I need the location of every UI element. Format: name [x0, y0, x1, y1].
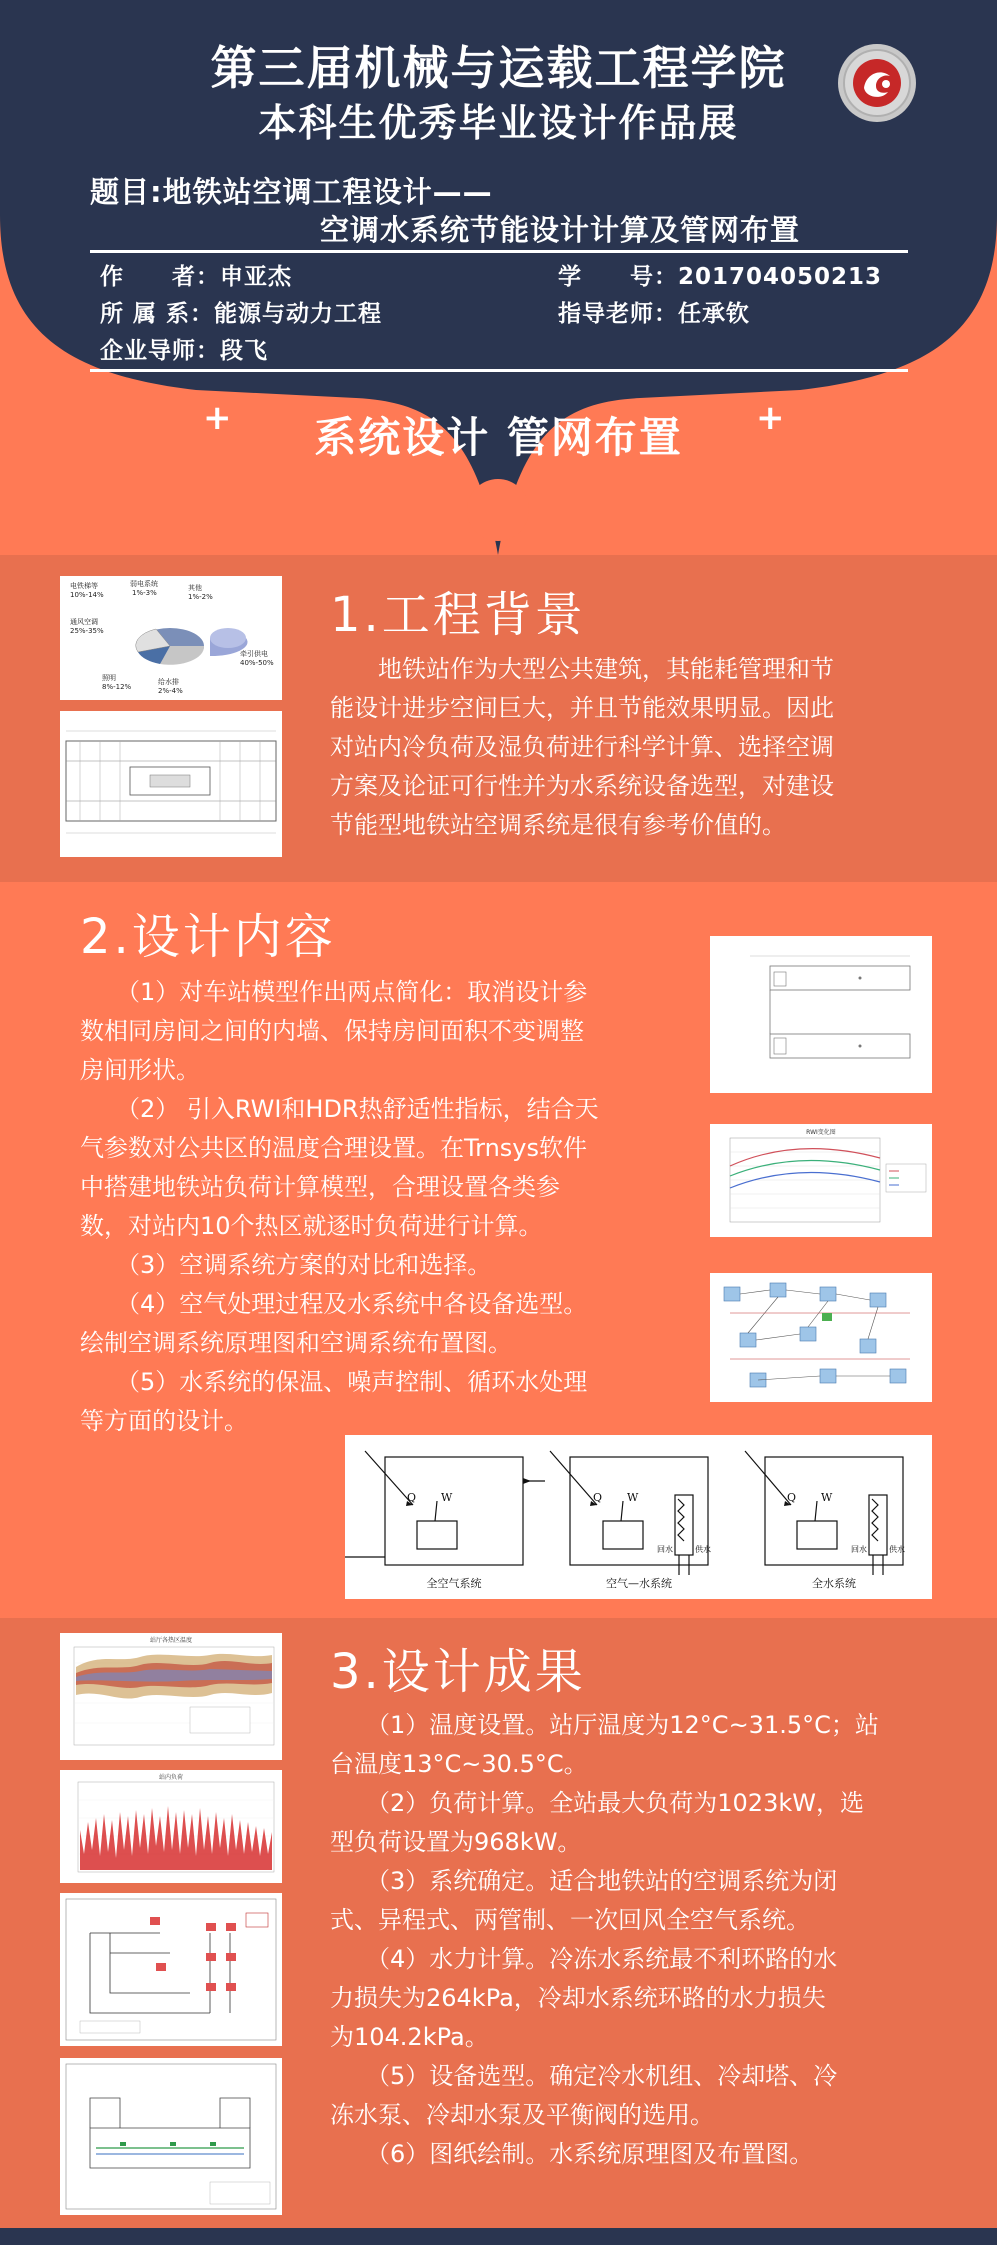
- logo-emblem-icon: [842, 48, 912, 118]
- section2-line: （5）水系统的保温、噪声控制、循环水处理: [80, 1368, 588, 1396]
- dept-label: 所 属 系：: [100, 301, 215, 327]
- section2-line: 中搭建地铁站负荷计算模型，合理设置各类参: [80, 1173, 560, 1201]
- section3-paragraph: [330, 1706, 879, 2174]
- section2-line: （4）空气处理过程及水系统中各设备选型。: [80, 1290, 588, 1318]
- divider-top: [90, 250, 908, 253]
- university-logo: [838, 44, 916, 122]
- company-advisor-label: 企业导师：: [100, 338, 220, 364]
- author-row: [100, 258, 292, 291]
- company-advisor-row: [100, 332, 268, 365]
- subtitle: 系统设计 管网布置: [314, 413, 683, 462]
- author-label: 作 者：: [100, 264, 220, 290]
- station-load-chart: [60, 1770, 282, 1883]
- footer-bar: [0, 2228, 997, 2245]
- section1-line: 节能型地铁站空调系统是很有参考价值的。: [330, 811, 786, 839]
- svg-text:通风空调: 通风空调: [70, 618, 98, 626]
- svg-text:8%-12%: 8%-12%: [102, 683, 132, 691]
- section2-line: 房间形状。: [80, 1056, 200, 1084]
- advisor-row: [558, 295, 750, 328]
- scheme1-q-label: Q: [407, 1491, 417, 1504]
- dept-row: [100, 295, 382, 328]
- section3-line: （3）系统确定。适合地铁站的空调系统为闭: [330, 1867, 838, 1895]
- station-floor-plan: [60, 711, 282, 857]
- company-advisor-value: 段飞: [220, 338, 268, 364]
- plus-icon-left: +: [203, 398, 232, 438]
- svg-text:2%-4%: 2%-4%: [158, 687, 183, 695]
- plus-icon-right: +: [756, 398, 785, 438]
- section1-line: 方案及论证可行性并为水系统设备选型，对建设: [330, 772, 834, 800]
- exhibition-title: 本科生优秀毕业设计作品展: [258, 101, 739, 145]
- section3-line: 台温度13°C~30.5°C。: [330, 1750, 588, 1778]
- scheme2-supply-label: 供水: [695, 1545, 711, 1554]
- svg-text:照明: 照明: [102, 674, 116, 682]
- section2-line: （1）对车站模型作出两点简化：取消设计参: [80, 978, 588, 1006]
- section3-line: （1）温度设置。站厅温度为12°C~31.5°C；站: [330, 1711, 879, 1739]
- station-load-chart-title: 站内负荷: [158, 1774, 184, 1781]
- zone-temperature-chart-title: 站厅各热区温度: [149, 1637, 193, 1644]
- svg-text:牵引供电: 牵引供电: [240, 650, 268, 658]
- rwi-chart-title: RWI变化图: [806, 1129, 836, 1136]
- section2-line: 数，对站内10个热区就逐时负荷进行计算。: [80, 1212, 543, 1240]
- section3-line: （2）负荷计算。全站最大负荷为1023kW，选: [330, 1789, 864, 1817]
- section1-line: 对站内冷负荷及湿负荷进行科学计算、选择空调: [330, 733, 834, 761]
- section1-paragraph: [330, 650, 834, 845]
- section1-line: 能设计进步空间巨大，并且节能效果明显。因此: [330, 694, 834, 722]
- section1-title: 1.工程背景: [330, 587, 586, 643]
- student-id-row: [558, 258, 882, 291]
- section3-line: （4）水力计算。冷冻水系统最不利环路的水: [330, 1945, 838, 1973]
- svg-text:弱电系统: 弱电系统: [130, 580, 158, 588]
- advisor-value: 任承钦: [678, 301, 750, 327]
- svg-text:1%-2%: 1%-2%: [188, 593, 213, 601]
- college-title: 第三届机械与运载工程学院: [210, 41, 787, 95]
- dept-value: 能源与动力工程: [214, 301, 383, 327]
- section3-line: 为104.2kPa。: [330, 2023, 489, 2051]
- scheme3-supply-label: 供水: [889, 1545, 905, 1554]
- topic-line-2: 空调水系统节能设计计算及管网布置: [320, 213, 801, 247]
- zone-temperature-chart: [60, 1633, 282, 1760]
- scheme3-w-label: W: [821, 1491, 833, 1504]
- section3-line: 冻水泵、冷却水泵及平衡阀的选用。: [330, 2101, 714, 2129]
- section3-line: 力损失为264kPa，冷却水系统环路的水力损失: [330, 1984, 826, 2012]
- trnsys-model-diagram: [710, 1273, 932, 1402]
- divider-bottom: [90, 369, 908, 372]
- water-system-schematic: [60, 1893, 282, 2046]
- section3-line: 型负荷设置为968kW。: [330, 1828, 582, 1856]
- svg-text:1%-3%: 1%-3%: [132, 589, 157, 597]
- scheme2-return-label: 回水: [657, 1545, 673, 1554]
- station-model-drawing: [710, 936, 932, 1093]
- section2-line: 等方面的设计。: [80, 1407, 248, 1435]
- section3-line: 式、异程式、两管制、一次回风全空气系统。: [330, 1906, 810, 1934]
- scheme3-return-label: 回水: [851, 1545, 867, 1554]
- section2-title: 2.设计内容: [80, 909, 336, 965]
- svg-text:40%-50%: 40%-50%: [240, 659, 274, 667]
- student-id-label: 学 号：: [558, 264, 678, 290]
- scheme-label-air-water: 空气—水系统: [606, 1577, 672, 1590]
- svg-text:电铁梯等: 电铁梯等: [70, 582, 98, 590]
- section2-line: （3）空调系统方案的对比和选择。: [80, 1251, 492, 1279]
- section2-paragraph: [80, 973, 599, 1441]
- scheme-label-all-water: 全水系统: [812, 1577, 856, 1590]
- svg-text:10%-14%: 10%-14%: [70, 591, 104, 599]
- advisor-label: 指导老师：: [558, 301, 678, 327]
- student-id-value: 201704050213: [678, 264, 883, 290]
- pipe-layout-drawing: [60, 2058, 282, 2215]
- scheme2-w-label: W: [627, 1491, 639, 1504]
- section2-line: （2） 引入RWI和HDR热舒适性指标，结合天: [80, 1095, 599, 1123]
- section2-line: 气参数对公共区的温度合理设置。在Trnsys软件: [80, 1134, 587, 1162]
- scheme1-w-label: W: [441, 1491, 453, 1504]
- energy-pie-chart: [60, 576, 282, 700]
- header-circle: [467, 479, 529, 541]
- section3-title: 3.设计成果: [330, 1644, 586, 1700]
- rwi-chart: [710, 1124, 932, 1237]
- section2-line: 绘制空调系统原理图和空调系统布置图。: [80, 1329, 512, 1357]
- scheme3-q-label: Q: [787, 1491, 797, 1504]
- svg-text:25%-35%: 25%-35%: [70, 627, 104, 635]
- author-name: 申亚杰: [220, 264, 292, 290]
- ac-scheme-comparison: [345, 1435, 932, 1599]
- svg-text:给水排: 给水排: [158, 678, 179, 686]
- section3-line: （6）图纸绘制。水系统原理图及布置图。: [330, 2140, 814, 2168]
- topic-line-1: 题目:地铁站空调工程设计——: [90, 175, 493, 209]
- svg-text:其他: 其他: [188, 584, 202, 592]
- section1-line: 地铁站作为大型公共建筑，其能耗管理和节: [330, 655, 834, 683]
- scheme2-q-label: Q: [593, 1491, 603, 1504]
- scheme-label-all-air: 全空气系统: [426, 1577, 482, 1590]
- section2-line: 数相同房间之间的内墙、保持房间面积不变调整: [80, 1017, 584, 1045]
- section3-line: （5）设备选型。确定冷水机组、冷却塔、冷: [330, 2062, 838, 2090]
